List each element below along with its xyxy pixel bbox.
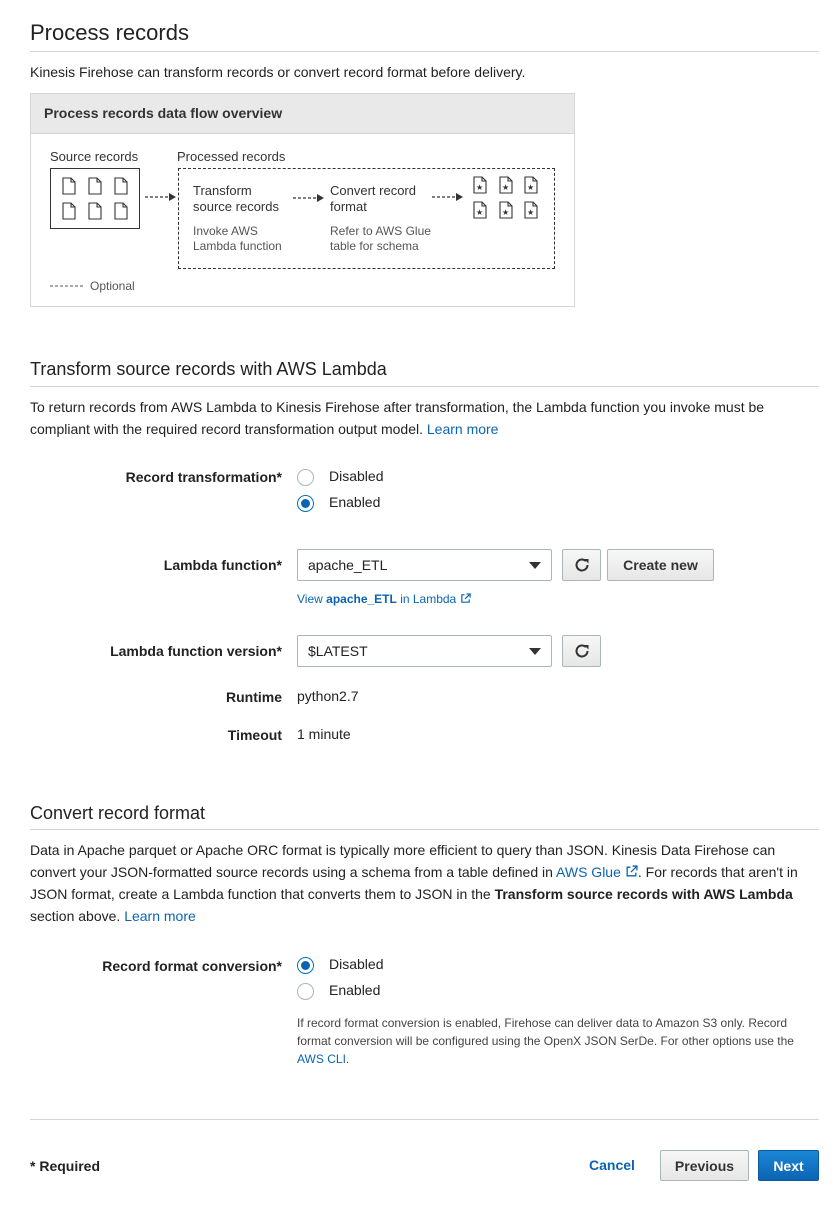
dashed-line-legend-icon (50, 281, 86, 291)
convert-desc-line-3a: JSON format, create a Lambda function that converts them to JSON in the (30, 886, 491, 902)
page-intro: Kinesis Firehose can transform records or convert record format before delivery. (30, 64, 526, 80)
transform-step-sub-1: Invoke AWS (193, 224, 258, 238)
aws-glue-link[interactable]: AWS Glue (556, 864, 621, 880)
view-prefix: View (297, 592, 323, 606)
svg-text:★: ★ (502, 208, 510, 217)
page-title: Process records (30, 20, 189, 45)
lambda-section-description (30, 396, 820, 440)
conversion-note (297, 1014, 817, 1068)
convert-desc-line-4: section above. (30, 908, 121, 924)
lambda-version-select[interactable] (297, 635, 552, 667)
transform-step-sub (193, 224, 282, 254)
transform-step (193, 183, 279, 215)
lambda-version-value: $LATEST (308, 643, 368, 659)
convert-section-divider (30, 829, 819, 830)
timeout-value: 1 minute (297, 726, 351, 742)
lambda-learn-more-link[interactable]: Learn more (426, 421, 499, 437)
convert-desc-line-2b: . For records that aren't in (637, 864, 798, 880)
arrow-icon (145, 192, 177, 202)
convert-step-sub-2: table for schema (330, 239, 419, 253)
aws-cli-link[interactable]: AWS CLI (297, 1052, 346, 1066)
optional-legend-label: Optional (90, 279, 135, 293)
lambda-section-divider (30, 386, 819, 387)
title-divider (30, 51, 819, 52)
processed-records-label: Processed records (177, 149, 286, 164)
runtime-label: Runtime (226, 689, 282, 705)
source-document-icons (51, 169, 141, 230)
refresh-icon (574, 557, 590, 573)
source-records-box (50, 168, 140, 229)
record-format-conversion-label: Record format conversion* (102, 958, 282, 974)
conversion-note-end: . (345, 1052, 350, 1066)
lambda-desc-line-2: compliant with the required record transformation output model. (30, 421, 423, 437)
lambda-function-label: Lambda function* (163, 557, 282, 573)
record-transformation-disabled-radio[interactable] (297, 469, 314, 486)
record-format-conversion-enabled-radio[interactable] (297, 983, 314, 1000)
lambda-function-select[interactable] (297, 549, 552, 581)
lambda-desc-line-1: To return records from AWS Lambda to Kinesis Firehose after transformation, the Lambda function you invoke must be (30, 399, 765, 415)
svg-text:★: ★ (527, 208, 535, 217)
convert-step-title-2: format (330, 199, 367, 214)
chevron-down-icon (529, 562, 541, 569)
external-link-icon (460, 593, 471, 604)
record-transformation-disabled-label[interactable]: Disabled (329, 468, 384, 484)
view-lambda-name: apache_ETL (326, 592, 397, 606)
refresh-lambda-version-button[interactable] (562, 635, 601, 667)
convert-desc-line-1: Data in Apache parquet or Apache ORC format is typically more efficient to query than JSON. Kinesis Data Firehose can (30, 842, 776, 858)
record-transformation-enabled-radio[interactable] (297, 495, 314, 512)
transform-step-title-1: Transform (193, 183, 252, 198)
record-format-conversion-disabled-radio[interactable] (297, 957, 314, 974)
view-suffix: in Lambda (400, 592, 457, 606)
convert-desc-line-2a: convert your JSON-formatted source records using a schema from a table defined in (30, 864, 553, 880)
cancel-link[interactable]: Cancel (589, 1157, 635, 1173)
arrow-icon (432, 192, 464, 202)
convert-step (330, 183, 416, 215)
lambda-section-title: Transform source records with AWS Lambda (30, 359, 387, 379)
convert-section-description (30, 839, 825, 927)
convert-step-sub-1: Refer to AWS Glue (330, 224, 431, 238)
output-record-icons (468, 174, 548, 224)
lambda-version-label: Lambda function version* (110, 643, 282, 659)
runtime-value: python2.7 (297, 688, 359, 704)
source-records-label: Source records (50, 149, 139, 164)
timeout-label: Timeout (227, 727, 282, 743)
convert-desc-line-3b: Transform source records with AWS Lambda (494, 886, 793, 902)
flow-overview-header: Process records data flow overview (31, 94, 574, 134)
conversion-note-line-2: format conversion will be configured using the OpenX JSON SerDe. For other options use the (297, 1034, 794, 1048)
svg-text:★: ★ (502, 183, 510, 192)
lambda-function-value: apache_ETL (308, 557, 388, 573)
view-in-lambda-link[interactable] (297, 592, 471, 606)
conversion-note-line-1: If record format conversion is enabled, Firehose can deliver data to Amazon S3 only. Record (297, 1016, 788, 1030)
convert-learn-more-link[interactable]: Learn more (124, 908, 196, 924)
chevron-down-icon (529, 648, 541, 655)
external-link-icon (625, 865, 638, 878)
svg-text:★: ★ (527, 183, 535, 192)
convert-section-title: Convert record format (30, 803, 206, 823)
record-transformation-enabled-label[interactable]: Enabled (329, 494, 381, 510)
previous-button[interactable]: Previous (660, 1150, 749, 1181)
required-note: * Required (30, 1158, 101, 1174)
record-transformation-label: Record transformation* (125, 469, 282, 485)
refresh-icon (574, 643, 590, 659)
convert-step-title-1: Convert record (330, 183, 416, 198)
refresh-lambda-function-button[interactable] (562, 549, 601, 581)
record-format-conversion-disabled-label[interactable]: Disabled (329, 956, 384, 972)
svg-text:★: ★ (476, 183, 484, 192)
transform-step-sub-2: Lambda function (193, 239, 282, 253)
convert-step-sub (330, 224, 431, 254)
record-format-conversion-enabled-label[interactable]: Enabled (329, 982, 381, 998)
next-button[interactable]: Next (758, 1150, 819, 1181)
transform-step-title-2: source records (193, 199, 279, 214)
arrow-icon (293, 193, 325, 203)
create-new-lambda-button[interactable]: Create new (607, 549, 714, 581)
footer-divider (30, 1119, 819, 1120)
svg-text:★: ★ (476, 208, 484, 217)
